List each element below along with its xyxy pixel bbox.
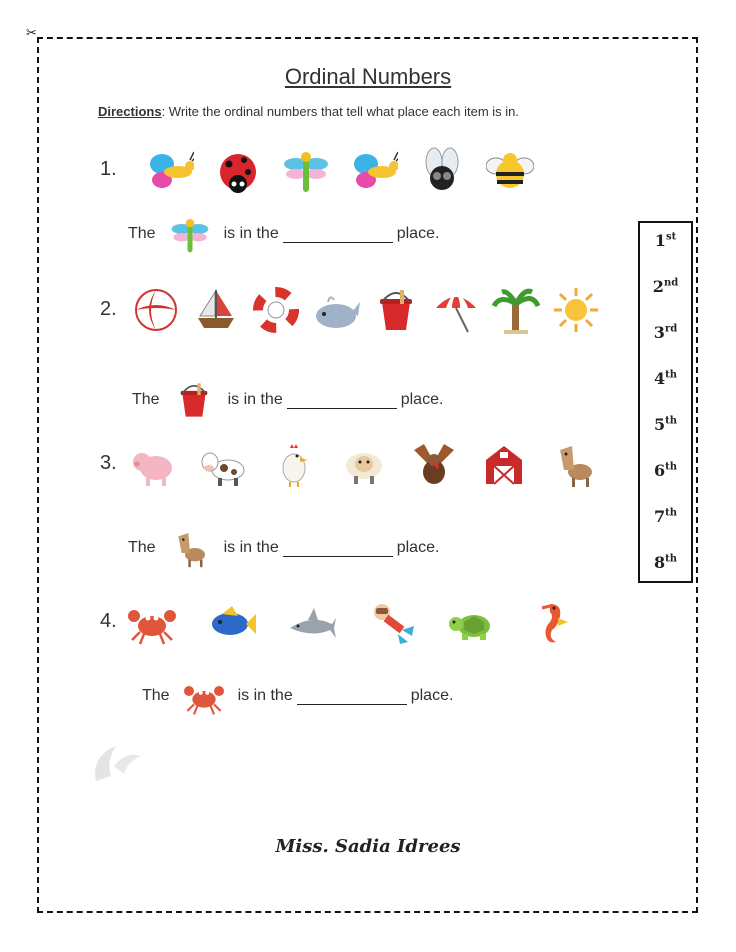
butterfly-picture [350,146,398,194]
umbrella-picture [432,286,480,334]
palm-tree-picture [492,286,540,334]
picture-row [132,286,612,334]
directions-text: : Write the ordinal numbers that tell what place each item is in. [161,104,520,119]
answer-sentence [142,676,453,716]
question-number: 4. [100,610,117,632]
sentence-the: The [132,391,160,408]
chicken-picture [270,440,318,488]
sailboat-picture [192,286,240,334]
whale-picture [312,286,360,334]
sentence-middle: is in the [237,687,293,704]
directions-label: Directions [98,104,162,119]
crab-picture [184,676,224,716]
ordinal-8th: 8th [653,553,678,572]
sentence-the: The [128,539,156,556]
sentence-end: place. [396,225,440,242]
page-title: Ordinal Numbers [284,64,452,89]
turtle-picture [448,598,496,646]
seahorse-picture [528,598,576,646]
sentence-the: The [142,687,170,704]
cow-picture [200,440,248,488]
watermark-swirl [86,726,146,786]
shark-picture [288,598,336,646]
answer-blank[interactable] [297,688,407,705]
diver-picture [368,598,416,646]
life-ring-picture [252,286,300,334]
ordinal-5th: 5th [653,415,678,434]
signature: Miss. Sadia Idrees [275,836,461,857]
barn-picture [480,440,528,488]
question-number: 2. [100,298,117,320]
fish-picture [208,598,256,646]
answer-sentence [132,380,443,420]
sheep-picture [340,440,388,488]
ordinal-6th: 6th [653,461,678,480]
sentence-end: place. [400,391,444,408]
question-number: 1. [100,158,117,180]
answer-blank[interactable] [283,540,393,557]
turkey-picture [410,440,458,488]
bucket-picture [372,286,420,334]
sentence-end: place. [396,539,440,556]
question-number: 3. [100,452,117,474]
sentence-end: place. [410,687,454,704]
sentence-middle: is in the [227,391,283,408]
sentence-middle: is in the [223,225,279,242]
scissors-icon: ✂ [26,25,37,40]
dragonfly-picture [282,146,330,194]
ladybug-picture [214,146,262,194]
bucket-picture [174,380,214,420]
sun-picture [552,286,600,334]
ordinal-2nd: 2nd [652,277,679,296]
picture-row [128,598,608,646]
horse-picture [170,528,210,568]
ordinal-word-bank [638,221,693,583]
directions [98,104,519,119]
sentence-the: The [128,225,156,242]
crab-picture [128,598,176,646]
answer-blank[interactable] [287,392,397,409]
picture-row [130,440,620,488]
ordinal-7th: 7th [653,507,678,526]
sentence-middle: is in the [223,539,279,556]
bee-picture [486,146,534,194]
ordinal-4th: 4th [653,369,678,388]
ordinal-3rd: 3rd [653,323,678,342]
ordinal-1st: 1st [654,231,677,250]
picture-row [146,146,554,194]
horse-picture [550,440,598,488]
dragonfly-picture [170,214,210,254]
answer-sentence [128,214,439,254]
pig-picture [130,440,178,488]
fly-picture [418,146,466,194]
beach-ball-picture [132,286,180,334]
answer-blank[interactable] [283,226,393,243]
answer-sentence [128,528,439,568]
butterfly-picture [146,146,194,194]
